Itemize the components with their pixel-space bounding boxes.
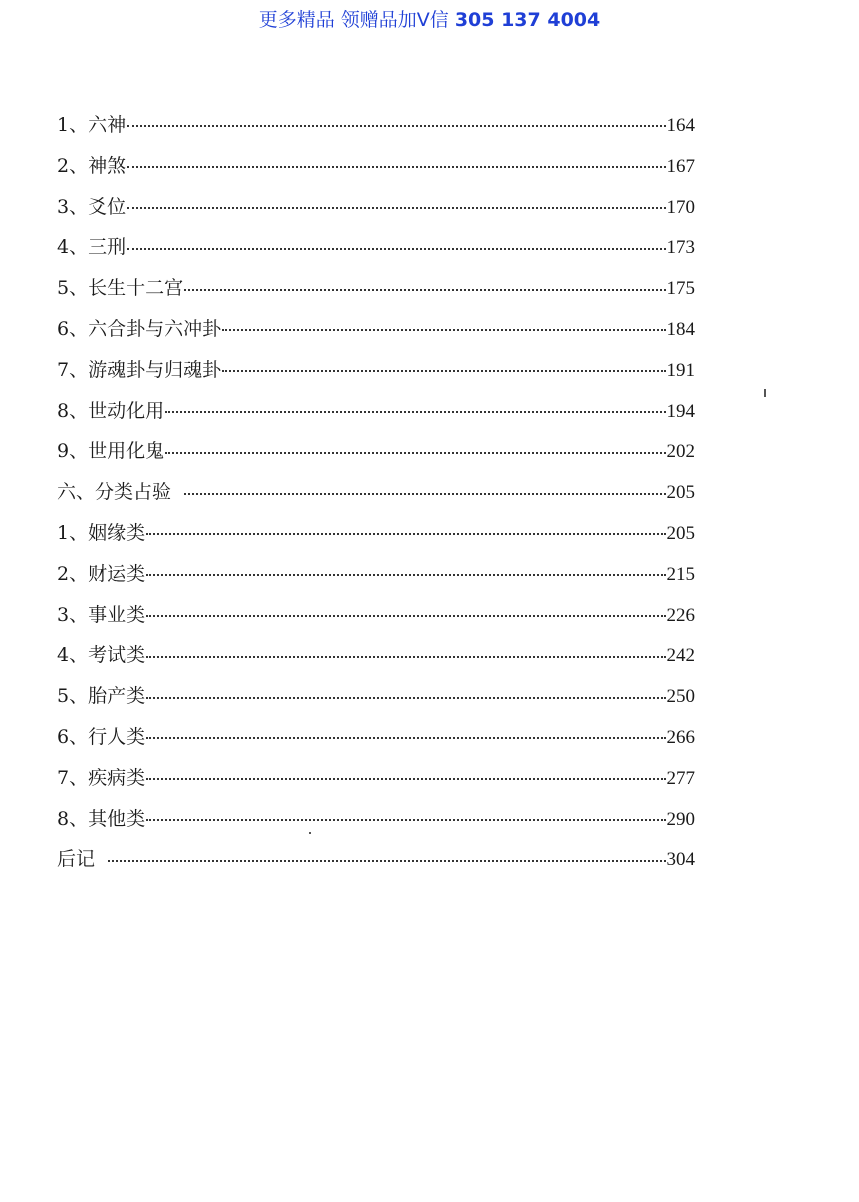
toc-entry-title: 世动化用 <box>88 399 165 422</box>
toc-entry-title: 胎产类 <box>88 685 146 708</box>
promo-number: 305 137 4004 <box>454 9 601 31</box>
toc-entry-title: 分类占验 <box>95 481 172 504</box>
dot-leader <box>146 725 665 749</box>
toc-entry[interactable] <box>57 146 695 187</box>
toc-entry[interactable] <box>57 309 695 350</box>
dot-leader <box>165 399 665 423</box>
toc-entry[interactable] <box>57 839 695 880</box>
dot-leader <box>146 603 665 627</box>
toc-entry-number: 8、 <box>57 399 89 422</box>
toc-entry-number: 5、 <box>57 685 89 708</box>
dot-leader <box>127 236 665 260</box>
toc-entry-number: 9、 <box>57 440 89 463</box>
toc-entry[interactable] <box>57 799 695 840</box>
toc-entry[interactable] <box>57 350 695 391</box>
toc-entry-number: 3、 <box>57 195 89 218</box>
toc-entry-title: 其他类 <box>88 807 146 830</box>
dot-leader <box>127 195 665 219</box>
toc-entry-page: 194 <box>666 400 695 422</box>
toc-entry-number: 6、 <box>57 317 89 340</box>
toc-entry-page: 164 <box>666 115 695 136</box>
dot-leader <box>127 154 665 178</box>
toc-entry-page: 266 <box>666 726 695 748</box>
dot-leader <box>108 848 665 872</box>
dot-leader <box>184 481 665 505</box>
toc-entry-number: 4、 <box>57 236 89 259</box>
scan-speck <box>309 832 311 834</box>
dot-leader <box>146 807 665 831</box>
toc-entry-title: 事业类 <box>88 603 146 626</box>
toc-entry-page: 205 <box>666 482 695 504</box>
toc-entry-number: 4、 <box>57 644 89 667</box>
toc-entry-page: 242 <box>666 645 695 667</box>
dot-leader <box>146 521 665 545</box>
toc-entry-page: 226 <box>666 604 695 626</box>
toc-entry-page: 173 <box>666 237 695 259</box>
scan-speck <box>764 389 766 397</box>
toc-entry-number: 1、 <box>57 521 89 544</box>
toc-entry-title: 疾病类 <box>88 766 146 789</box>
toc-entry-title: 姻缘类 <box>88 521 146 544</box>
promo-banner <box>0 6 859 34</box>
toc-entry[interactable] <box>57 391 695 432</box>
toc-entry-number: 7、 <box>57 358 89 381</box>
dot-leader <box>146 644 665 668</box>
toc-entry-title: 三刑 <box>88 236 127 259</box>
toc-entry-page: 215 <box>666 563 695 585</box>
toc-entry-title: 后记 <box>57 848 96 871</box>
toc-entry-number: 2、 <box>57 562 89 585</box>
toc-entry[interactable] <box>57 431 695 472</box>
toc-entry-title: 六合卦与六冲卦 <box>88 317 222 340</box>
toc-entry[interactable] <box>57 268 695 309</box>
toc-entry-number: 7、 <box>57 766 89 789</box>
toc-entry-number: 5、 <box>57 277 89 300</box>
toc-entry-number: 3、 <box>57 603 89 626</box>
toc-entry-page: 202 <box>666 441 695 463</box>
toc-entry-page: 277 <box>666 767 695 789</box>
toc-entry[interactable] <box>57 554 695 595</box>
toc-entry-title: 爻位 <box>88 195 127 218</box>
toc-entry[interactable] <box>57 676 695 717</box>
toc-entry[interactable] <box>57 472 695 513</box>
toc-entry-title: 六神 <box>88 114 127 136</box>
dot-leader <box>222 358 665 382</box>
dot-leader <box>146 562 665 586</box>
toc-entry[interactable] <box>57 595 695 636</box>
toc-entry-title: 考试类 <box>88 644 146 667</box>
toc-entry-title: 世用化鬼 <box>88 440 165 463</box>
toc-entry[interactable] <box>57 227 695 268</box>
dot-leader <box>165 440 665 464</box>
table-of-contents <box>57 105 695 880</box>
toc-entry-title: 神煞 <box>88 154 127 177</box>
toc-entry-page: 167 <box>666 155 695 177</box>
toc-entry-page: 250 <box>666 686 695 708</box>
toc-entry-number: 6、 <box>57 725 89 748</box>
toc-entry[interactable] <box>57 513 695 554</box>
dot-leader <box>146 766 665 790</box>
toc-entry[interactable] <box>57 105 695 146</box>
toc-entry[interactable] <box>57 635 695 676</box>
toc-entry[interactable] <box>57 187 695 228</box>
dot-leader <box>146 685 665 709</box>
toc-entry-page: 175 <box>666 278 695 300</box>
toc-entry-title: 财运类 <box>88 562 146 585</box>
toc-entry-page: 290 <box>666 808 695 830</box>
dot-leader <box>127 113 665 137</box>
toc-entry[interactable] <box>57 717 695 758</box>
dot-leader <box>184 277 665 301</box>
toc-entry-title: 长生十二宫 <box>88 277 184 300</box>
toc-entry-number: 1、 <box>57 114 89 136</box>
toc-entry-page: 191 <box>666 359 695 381</box>
toc-entry-title: 行人类 <box>88 725 146 748</box>
toc-entry-title: 游魂卦与归魂卦 <box>88 358 222 381</box>
toc-entry-page: 184 <box>666 318 695 340</box>
dot-leader <box>222 317 665 341</box>
toc-entry-number: 2、 <box>57 154 89 177</box>
toc-entry[interactable] <box>57 758 695 799</box>
toc-entry-page: 304 <box>666 849 695 871</box>
toc-entry-page: 170 <box>666 196 695 218</box>
toc-entry-page: 205 <box>666 522 695 544</box>
promo-text: 更多精品 领赠品加V信 <box>258 9 455 31</box>
toc-entry-number: 六、 <box>57 481 96 504</box>
toc-entry-number: 8、 <box>57 807 89 830</box>
